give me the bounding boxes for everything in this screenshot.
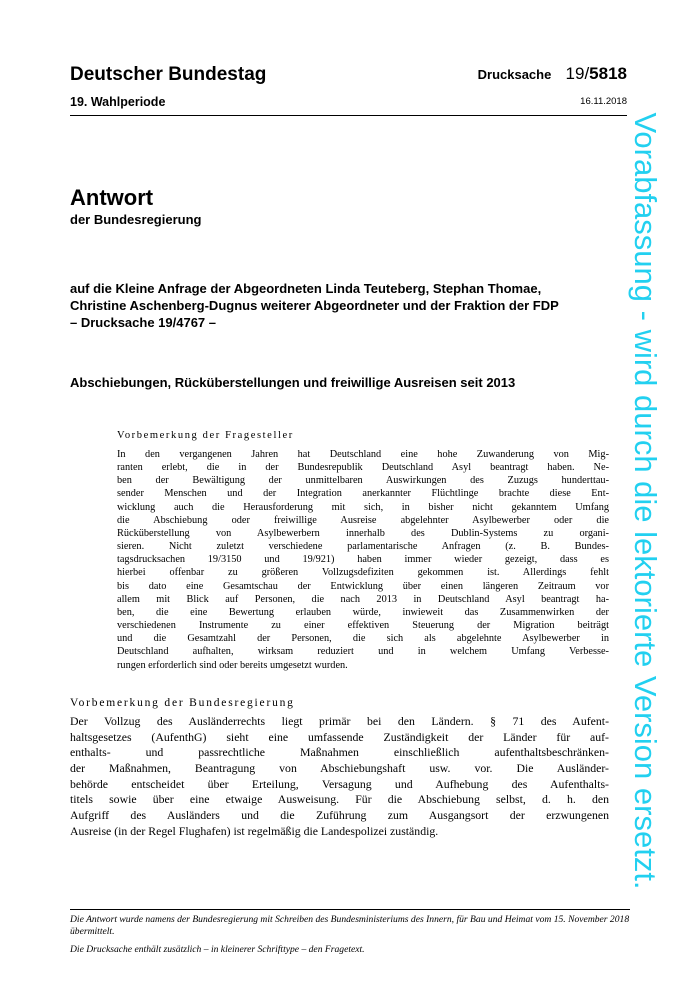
text-line: die Abschiebung oder freiwillige Ausreise abgelehnter Asylbewerber oder die [117,514,609,526]
text-line: allem mit Blick auf Personen, die nach 2013 in Deutschland Asyl beantragt ha- [117,593,609,605]
footer-note-fragetext: Die Drucksache enthält zusätzlich – in kleinerer Schrifttype – den Fragetext. [70,944,365,955]
drucksache-label: Drucksache [477,67,552,82]
text-line: hierbei offenbar zu größeren Vollzugsdefiziten gekommen ist. Allerdings fehlt [117,567,609,579]
text-line: titels sowie über eine etwaige Ausweisung. Für die Abschiebung selbst, d. h. den [70,792,609,807]
drucksache-number [478,64,627,84]
text-line: verschiedenen Instrumente zu einer effektiven Steuerung der Migration beiträgt [117,620,609,632]
text-line: sieren. Nicht zuletzt verschiedene parlamentarische Anfragen (z. B. Bundes- [117,541,609,553]
text-line: Rücküberstellung von Asylbewerbern innerhalb des Dublin-Systems zu organi- [117,527,609,539]
vorbemerkung-fragesteller-text [117,448,609,672]
text-line: Deutschland aufhalten, wirksam reduziert und in welchem Umfang Verbesse- [117,646,609,658]
header-divider [70,115,627,116]
text-line: enthalts- und passrechtliche Maßnahmen einschließlich aufenthaltsbeschränken- [70,745,609,760]
drucksache-prefix: 19/ [565,64,590,83]
vorbemerkung-fragesteller-heading: Vorbemerkung der Fragesteller [117,430,294,441]
text-line: und die Gesamtzahl der Personen, die sich als abgelehnte Asylbewerber in [117,633,609,645]
drucksache-id: 5818 [589,64,627,83]
text-line: tagsdrucksachen 19/3150 und 19/921) haben immer wieder gezeigt, dass es [117,554,609,566]
text-line: bis dato eine Gesamtschau der Entwicklung über einen längeren Zeitraum vor [117,580,609,592]
document-title: Antwort [70,185,154,210]
document-subtitle: der Bundesregierung [70,212,202,227]
text-line: ranten erlebt, die in der Bundesrepublik Deutschland Asyl beantragt haben. Ne- [117,462,609,474]
footer-note-transmission: Die Antwort wurde namens der Bundesregierung mit Schreiben des Bundesministeriums des Innern, für Bau und Heimat vom 15. November 2018 übermittelt. [70,914,630,937]
text-line: Aufgriff des Ausländers und die Zuführung zum Ausgangsort der erzwungenen [70,807,609,822]
text-line: sender Menschen und der Integration anerkannter Flüchtlinge brachte diese Ent- [117,488,609,500]
preliminary-version-stamp: Vorabfassung - wird durch die lektorierte Version ersetzt. [628,112,663,890]
subject-heading: Abschiebungen, Rücküberstellungen und freiwillige Ausreisen seit 2013 [70,375,516,390]
text-line: haltsgesetzes (AufenthG) sieht eine umfassende Zuständigkeit der Länder für auf- [70,729,609,744]
text-line: Ausreise (in der Regel Flughafen) ist regelmäßig die Landespolizei zuständig. [70,823,439,838]
vorbemerkung-bundesregierung-text [70,714,609,839]
text-line: der Maßnahmen, Beantragung von Abschiebungshaft usw. vor. Die Ausländer- [70,760,609,775]
text-line: wicklung auch die Herausforderung mit sich, in bisher nicht gekanntem Umfang [117,501,609,513]
anfrage-line: Christine Aschenberg-Dugnus weiterer Abgeordneter und der Fraktion der FDP [70,298,559,313]
text-line: In den vergangenen Jahren hat Deutschland eine hohe Zuwanderung von Mig- [117,449,609,460]
document-date: 16.11.2018 [580,96,627,107]
text-line: behörde entscheidet über Erteilung, Versagung und Aufhebung des Aufenthalts- [70,776,609,791]
anfrage-line: auf die Kleine Anfrage der Abgeordneten Linda Teuteberg, Stephan Thomae, [70,281,542,296]
text-line: Der Vollzug des Ausländerrechts liegt primär bei den Ländern. § 71 des Aufent- [70,714,609,728]
institution-name: Deutscher Bundestag [70,64,267,85]
wahlperiode: 19. Wahlperiode [70,95,166,109]
anfrage-line: – Drucksache 19/4767 – [70,315,216,330]
footer-divider [70,909,630,910]
anfrage-reference [70,280,610,331]
vorbemerkung-bundesregierung-heading: Vorbemerkung der Bundesregierung [70,697,295,709]
text-line: ben, die eine Bewertung erlauben würde, inwieweit das Zusammenwirken der [117,606,609,618]
text-line: rungen erforderlich sind oder bereits umgesetzt wurden. [117,659,348,671]
text-line: ben der Bewältigung der unmittelbaren Auswirkungen des Zuzugs hunderttau- [117,475,609,487]
